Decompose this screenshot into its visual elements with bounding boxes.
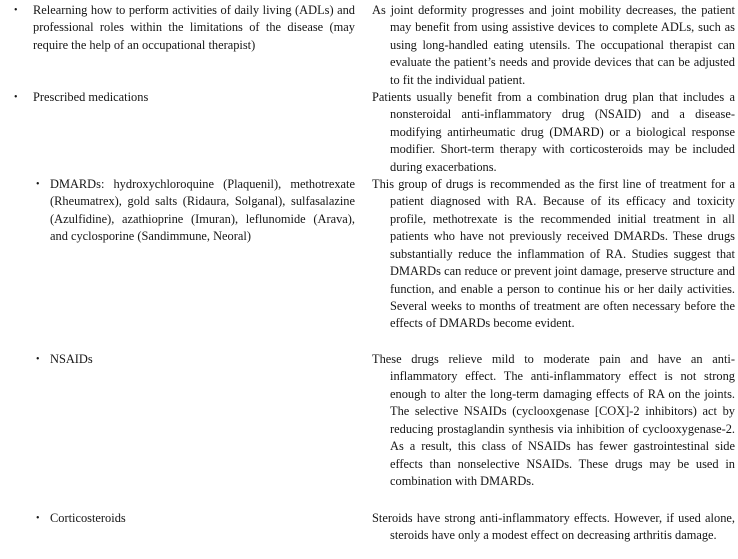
description-paragraph: As joint deformity progresses and joint mobility decreases, the patient may benefit from using assistive devices to complete ADLs, such as using long-handled eating utensils. The occupational therapist can evaluate the patient’s needs and provide devices that can be adjusted to fit the individual patient. bbox=[372, 3, 735, 87]
bullet-icon: • bbox=[14, 92, 18, 104]
left-column-cell bbox=[0, 2, 369, 54]
content-row-dmards bbox=[0, 176, 738, 351]
bullet-item-text: Prescribed medications bbox=[33, 90, 149, 105]
content-row-medications bbox=[0, 89, 738, 176]
content-row-relearning bbox=[0, 2, 738, 89]
bullet-icon: • bbox=[14, 5, 18, 16]
left-column-cell bbox=[0, 89, 369, 106]
left-column-cell bbox=[0, 510, 369, 527]
right-column-cell bbox=[369, 351, 738, 490]
bullet-icon: • bbox=[36, 354, 40, 366]
bullet-icon: • bbox=[36, 513, 40, 525]
description-paragraph: Steroids have strong anti-inflammatory effects. However, if used alone, steroids have only a modest effect on decreasing arthritis damage. bbox=[372, 511, 735, 543]
bullet-icon: • bbox=[36, 179, 40, 191]
bullet-item-text: Relearning how to perform activities of daily living (ADLs) and professional roles within the limitations of the disease (may require the help of an occupational therapist) bbox=[33, 3, 355, 52]
bullet-item-relearning bbox=[14, 2, 369, 54]
bullet-item-text: DMARDs: hydroxychloroquine (Plaquenil), methotrexate (Rheumatrex), gold salts (Ridaura, Solganal), sulfasalazine (Azulfidine), azathioprine (Imuran), leflunomide (Arava), and cyclosporine (Sandimmune, Neoral) bbox=[50, 177, 355, 244]
bullet-item-dmards bbox=[36, 176, 369, 246]
description-paragraph: Patients usually benefit from a combination drug plan that includes a nonsteroidal anti-inflammatory drug (NSAID) and a disease-modifying antirheumatic drug (DMARD) or a biological response modifier. Short-term therapy with corticosteroids may be included during exacerbations. bbox=[372, 90, 735, 174]
right-column-cell bbox=[369, 510, 738, 545]
description-paragraph: This group of drugs is recommended as the first line of treatment for a patient diagnosed with RA. Because of its efficacy and toxicity profile, methotrexate is the recommended initial treatment in all patients who have not previously received DMARDs. These drugs substantially reduce the inflammation of RA. Studies suggest that DMARDs can reduce or prevent joint damage, preserve structure and function, and enable a person to continue his or her daily activities. Several weeks to months of treatment are often necessary before the effects of DMARDs become evident. bbox=[372, 177, 735, 331]
bullet-item-corticosteroids bbox=[36, 510, 369, 527]
bullet-item-text: Corticosteroids bbox=[50, 511, 126, 526]
bullet-item-medications bbox=[14, 89, 369, 106]
bullet-item-nsaids bbox=[36, 351, 369, 368]
left-column-cell bbox=[0, 176, 369, 246]
description-paragraph: These drugs relieve mild to moderate pain and have an anti-inflammatory effect. The anti-inflammatory effect is not strong enough to alter the long-term damaging effects of RA on the joints. The selective NSAIDs (cyclooxgenase [COX]-2 inhibitors) act by reducing prostaglandin synthesis via inhibition of cyclooxygenase-2. As a result, this class of NSAIDs has fewer gastrointestinal side effects than nonselective NSAIDs. These drugs may be used in combination with DMARDs. bbox=[372, 352, 735, 488]
right-column-cell bbox=[369, 89, 738, 176]
bullet-item-text: NSAIDs bbox=[50, 352, 93, 367]
content-row-nsaids bbox=[0, 351, 738, 510]
right-column-cell bbox=[369, 176, 738, 333]
content-row-corticosteroids bbox=[0, 510, 738, 559]
left-column-cell bbox=[0, 351, 369, 368]
right-column-cell bbox=[369, 2, 738, 89]
